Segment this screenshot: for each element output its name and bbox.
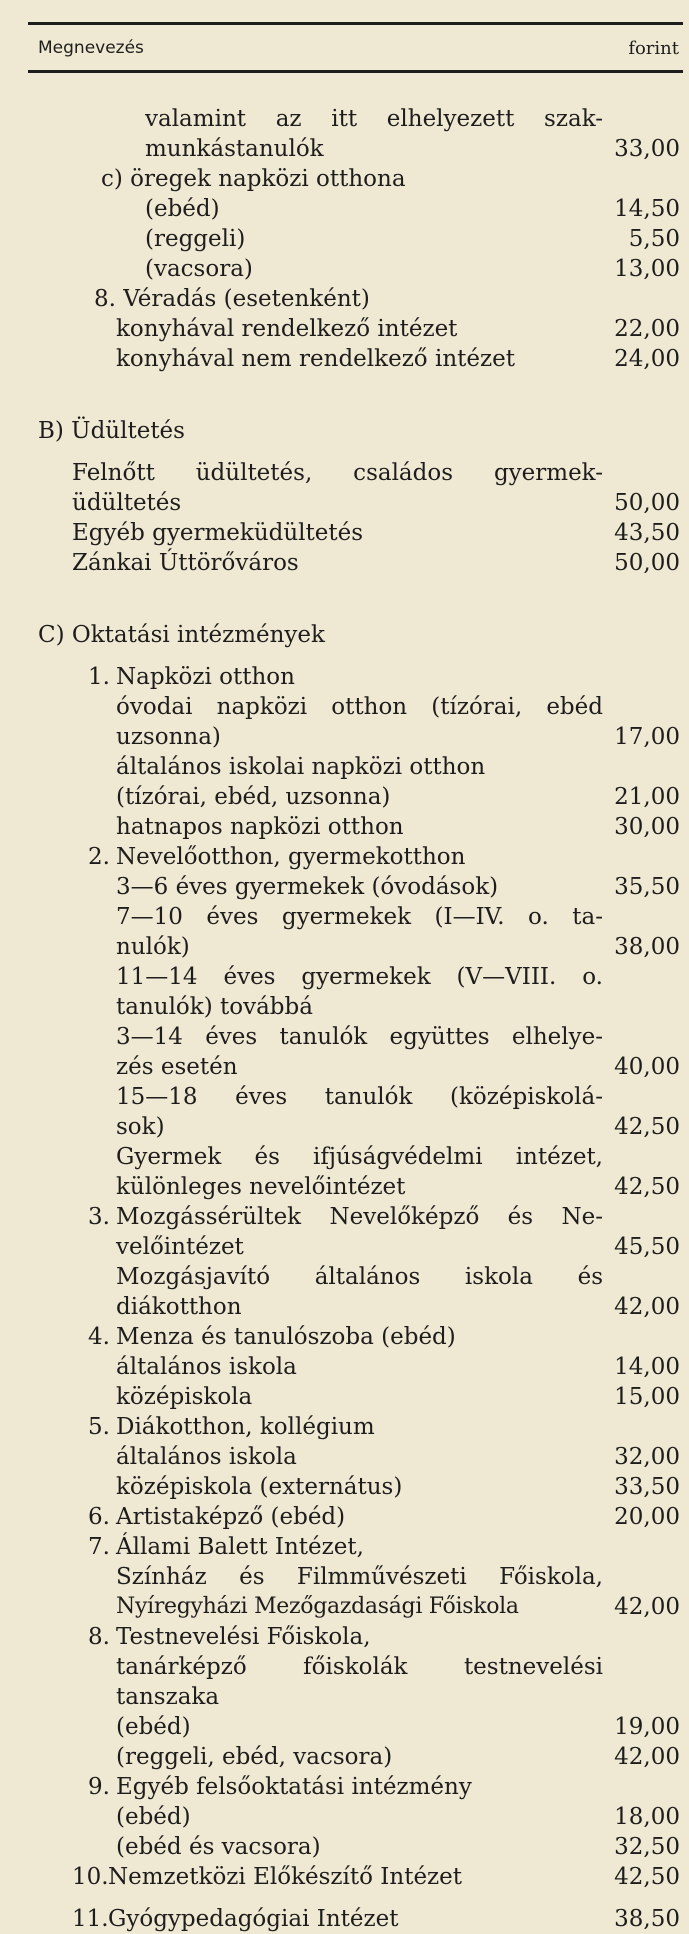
top-rule	[28, 22, 683, 25]
list-line	[0, 1382, 689, 1412]
line-text: Egyéb gyermeküdültetés	[72, 520, 364, 546]
list-line	[0, 254, 689, 284]
price-value: 22,00	[614, 316, 680, 342]
header-rule	[28, 70, 683, 73]
list-line	[0, 962, 689, 992]
price-value: 42,00	[614, 1594, 680, 1620]
list-line	[0, 662, 689, 692]
list-line	[0, 902, 689, 932]
price-value: 38,50	[614, 1906, 680, 1932]
price-value: 30,00	[614, 814, 680, 840]
price-value: 14,00	[614, 1354, 680, 1380]
line-text: Zánkai Úttörőváros	[72, 550, 299, 576]
line-text: középiskola	[116, 1384, 253, 1410]
line-text: általános iskola	[116, 1354, 297, 1380]
line-text: (ebéd)	[116, 1804, 191, 1830]
line-text: Testnevelési Főiskola,	[116, 1624, 371, 1650]
list-line	[0, 314, 689, 344]
line-text: uzsonna)	[116, 724, 221, 750]
list-line	[0, 1592, 689, 1622]
line-text: Állami Balett Intézet,	[116, 1534, 364, 1560]
list-line	[0, 812, 689, 842]
line-text: Mozgásjavító általános iskola és	[116, 1264, 603, 1290]
item-number: 1.	[88, 664, 110, 690]
line-text: 7—10 éves gyermekek (I—IV. o. ta-	[116, 904, 603, 930]
price-value: 45,50	[614, 1234, 680, 1260]
line-text: Gyermek és ifjúságvédelmi intézet,	[116, 1144, 603, 1170]
list-line	[0, 1412, 689, 1442]
list-line	[0, 488, 689, 518]
item-number: 8.	[88, 1624, 110, 1650]
list-line	[0, 1472, 689, 1502]
line-text: (ebéd és vacsora)	[116, 1834, 321, 1860]
item-number: 6.	[88, 1504, 110, 1530]
line-text: Artistaképző (ebéd)	[116, 1504, 346, 1530]
list-line	[0, 1904, 689, 1934]
price-value: 14,50	[614, 196, 680, 222]
list-line	[0, 224, 689, 254]
price-value: 33,50	[614, 1474, 680, 1500]
line-text: 3—6 éves gyermekek (óvodások)	[116, 874, 499, 900]
price-value: 18,00	[614, 1804, 680, 1830]
line-text: velőintézet	[116, 1234, 244, 1260]
line-text: Felnőtt üdültetés, családos gyermek-	[72, 460, 603, 486]
line-text: 11—14 éves gyermekek (V—VIII. o.	[116, 964, 603, 990]
line-text: középiskola (externátus)	[116, 1474, 403, 1500]
line-text: (tízórai, ebéd, uzsonna)	[116, 784, 391, 810]
line-text: üdültetés	[72, 490, 182, 516]
list-line	[0, 1322, 689, 1352]
list-line	[0, 1352, 689, 1382]
list-line	[0, 872, 689, 902]
list-line	[0, 1292, 689, 1322]
list-line	[0, 1202, 689, 1232]
line-text: (vacsora)	[145, 256, 253, 282]
line-text: (ebéd)	[145, 196, 220, 222]
list-line	[0, 1562, 689, 1592]
list-line	[0, 752, 689, 782]
line-text: (reggeli, ebéd, vacsora)	[116, 1744, 393, 1770]
line-text: tanulók) továbbá	[116, 994, 313, 1020]
list-line	[0, 1832, 689, 1862]
list-line	[0, 344, 689, 374]
item-number: 11.	[72, 1906, 109, 1932]
line-text: (ebéd)	[116, 1714, 191, 1740]
line-text: Nemzetközi Előkészítő Intézet	[108, 1864, 463, 1890]
price-value: 42,00	[614, 1744, 680, 1770]
list-line	[0, 1112, 689, 1142]
list-line	[0, 1742, 689, 1772]
price-list	[0, 104, 689, 1934]
section-heading	[0, 416, 689, 446]
line-text: Menza és tanulószoba (ebéd)	[116, 1324, 456, 1350]
line-text: c) öregek napközi otthona	[101, 166, 406, 192]
section-heading	[0, 620, 689, 650]
line-text: Diákotthon, kollégium	[116, 1414, 375, 1440]
item-number: 4.	[88, 1324, 110, 1350]
line-text: általános iskolai napközi otthon	[116, 754, 486, 780]
list-line	[0, 1262, 689, 1292]
list-line	[0, 1862, 689, 1892]
item-number: 3.	[88, 1204, 110, 1230]
list-line	[0, 1622, 689, 1652]
price-value: 5,50	[628, 226, 680, 252]
price-value: 17,00	[614, 724, 680, 750]
price-value: 32,00	[614, 1444, 680, 1470]
column-header-name: Megnevezés	[38, 38, 144, 58]
section-c-title: C) Oktatási intézmények	[38, 622, 325, 648]
list-line	[0, 782, 689, 812]
list-line	[0, 1022, 689, 1052]
section-b-title: B) Üdültetés	[38, 418, 185, 444]
list-line	[0, 1052, 689, 1082]
price-value: 15,00	[614, 1384, 680, 1410]
line-text: 15—18 éves tanulók (középiskolá-	[116, 1084, 603, 1110]
line-text: Színház és Filmművészeti Főiskola,	[116, 1564, 603, 1590]
list-line	[0, 284, 689, 314]
price-value: 35,50	[614, 874, 680, 900]
line-text: tanárképző főiskolák testnevelési	[116, 1654, 603, 1680]
list-line	[0, 1142, 689, 1172]
line-text: nulók)	[116, 934, 190, 960]
line-text: különleges nevelőintézet	[116, 1174, 406, 1200]
list-line	[0, 1232, 689, 1262]
price-value: 21,00	[614, 784, 680, 810]
price-value: 38,00	[614, 934, 680, 960]
list-line	[0, 1682, 689, 1712]
line-text: általános iskola	[116, 1444, 297, 1470]
list-line	[0, 1082, 689, 1112]
line-text: konyhával rendelkező intézet	[116, 316, 458, 342]
line-text: Mozgássérültek Nevelőképző és Ne-	[116, 1204, 603, 1230]
line-text: diákotthon	[116, 1294, 242, 1320]
line-text: 8. Véradás (esetenként)	[94, 286, 370, 312]
list-line	[0, 1802, 689, 1832]
list-line	[0, 1532, 689, 1562]
line-text: konyhával nem rendelkező intézet	[116, 346, 515, 372]
line-text: hatnapos napközi otthon	[116, 814, 404, 840]
list-line	[0, 1652, 689, 1682]
item-number: 5.	[88, 1414, 110, 1440]
price-value: 40,00	[614, 1054, 680, 1080]
price-value: 19,00	[614, 1714, 680, 1740]
line-text: 3—14 éves tanulók együttes elhelye-	[116, 1024, 603, 1050]
price-value: 50,00	[614, 550, 680, 576]
list-line	[0, 134, 689, 164]
price-value: 42,50	[614, 1114, 680, 1140]
list-line	[0, 1502, 689, 1532]
line-text: Nyíregyházi Mezőgazdasági Főiskola	[116, 1594, 519, 1619]
line-text: zés esetén	[116, 1054, 238, 1080]
line-text: Egyéb felsőoktatási intézmény	[116, 1774, 472, 1800]
list-line	[0, 164, 689, 194]
price-value: 24,00	[614, 346, 680, 372]
list-line	[0, 932, 689, 962]
list-line	[0, 992, 689, 1022]
line-text: óvodai napközi otthon (tízórai, ebéd	[116, 694, 603, 720]
list-line	[0, 104, 689, 134]
price-value: 42,00	[614, 1294, 680, 1320]
price-value: 43,50	[614, 520, 680, 546]
list-line	[0, 692, 689, 722]
price-value: 20,00	[614, 1504, 680, 1530]
list-line	[0, 1712, 689, 1742]
list-line	[0, 548, 689, 578]
price-value: 50,00	[614, 490, 680, 516]
price-value: 32,50	[614, 1834, 680, 1860]
line-text: Gyógypedagógiai Intézet	[108, 1906, 399, 1932]
price-value: 33,00	[614, 136, 680, 162]
list-line	[0, 1172, 689, 1202]
list-line	[0, 842, 689, 872]
line-text: sok)	[116, 1114, 165, 1140]
line-text: Napközi otthon	[116, 664, 295, 690]
line-text: munkástanulók	[145, 136, 324, 162]
line-text: valamint az itt elhelyezett szak-	[145, 106, 603, 132]
item-number: 9.	[88, 1774, 110, 1800]
list-line	[0, 722, 689, 752]
price-value: 42,50	[614, 1864, 680, 1890]
line-text: (reggeli)	[145, 226, 246, 252]
line-text: Nevelőotthon, gyermekotthon	[116, 844, 466, 870]
list-line	[0, 1772, 689, 1802]
list-line	[0, 194, 689, 224]
list-line	[0, 458, 689, 488]
list-line	[0, 1442, 689, 1472]
column-header-price: forint	[628, 38, 679, 59]
list-line	[0, 518, 689, 548]
price-value: 42,50	[614, 1174, 680, 1200]
item-number: 7.	[88, 1534, 110, 1560]
line-text: tanszaka	[116, 1684, 220, 1710]
item-number: 2.	[88, 844, 110, 870]
price-value: 13,00	[614, 256, 680, 282]
item-number: 10.	[72, 1864, 109, 1890]
